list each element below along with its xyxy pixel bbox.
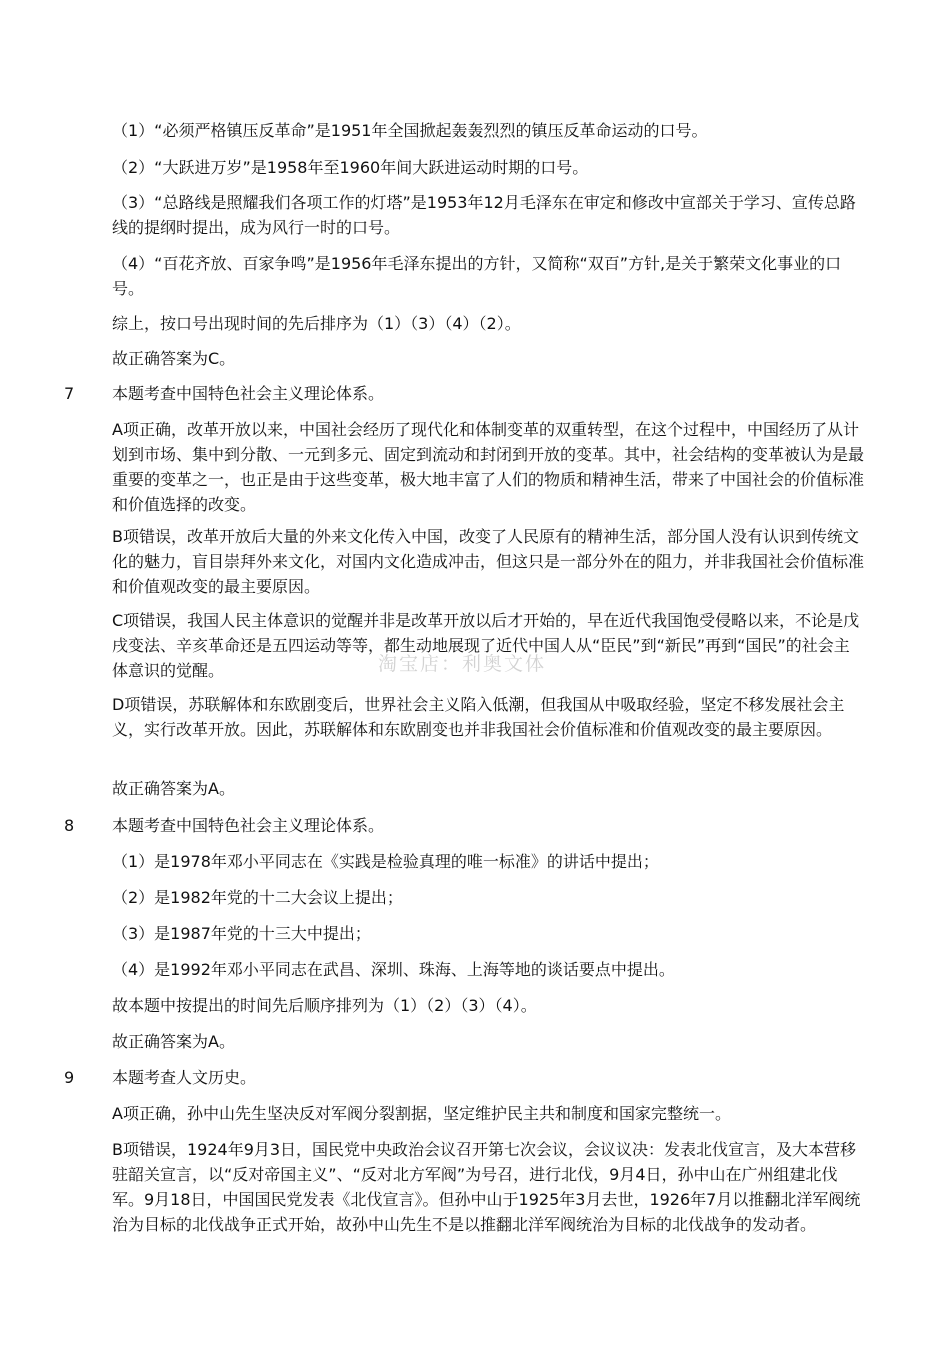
paragraph: （2）是1982年党的十二大会议上提出； (112, 888, 403, 907)
question-topic: 本题考查中国特色社会主义理论体系。 (112, 816, 385, 835)
question-topic: 本题考查中国特色社会主义理论体系。 (112, 384, 385, 403)
watermark: 淘宝店：利奥文体 (378, 653, 547, 675)
question-number: 8 (64, 816, 75, 835)
paragraph: 故本题中按提出的时间先后顺序排列为（1）（2）（3）（4）。 (112, 996, 537, 1015)
paragraph: 综上，按口号出现时间的先后排序为（1）（3）（4）（2）。 (112, 314, 521, 333)
paragraph: B项错误，1924年9月3日，国民党中央政治会议召开第七次会议，会议议决：发表北伐宣言，及大本营移驻韶关宣言，以“反对帝国主义”、“反对北方军阀”为号召，进行北伐，9月4日，孙中山在广州组建北伐军。9月18日，中国国民党发表《北伐宣言》。但孙中山于1925年3月去世，1926年7月以推翻北洋军阀统治为目标的北伐战争正式开始，故孙中山先生不是以推翻北洋军阀统治为目标的北伐战争的发动者。 (112, 1140, 861, 1234)
paragraph: D项错误，苏联解体和东欧剧变后，世界社会主义陷入低潮，但我国从中吸取经验，坚定不移发展社会主义，实行改革开放。因此，苏联解体和东欧剧变也并非我国社会价值标准和价值观改变的最主要原因。 (112, 695, 845, 739)
paragraph: 故正确答案为A。 (112, 1032, 235, 1051)
question-number: 7 (64, 384, 75, 403)
paragraph: A项正确，改革开放以来，中国社会经历了现代化和体制变革的双重转型，在这个过程中，中国经历了从计划到市场、集中到分散、一元到多元、固定到流动和封闭到开放的变革。其中，社会结构的变革被认为是最重要的变革之一，也正是由于这些变革，极大地丰富了人们的物质和精神生活，带来了中国社会的价值标准和价值选择的改变。 (112, 420, 865, 514)
paragraph: （1）是1978年邓小平同志在《实践是检验真理的唯一标准》的讲话中提出； (112, 852, 659, 871)
paragraph: （4）“百花齐放、百家争鸣”是1956年毛泽东提出的方针，又简称“双百”方针,是关于繁荣文化事业的口号。 (112, 254, 842, 298)
paragraph: （1）“必须严格镇压反革命”是1951年全国掀起轰轰烈烈的镇压反革命运动的口号。 (112, 121, 708, 140)
paragraph: （3）“总路线是照耀我们各项工作的灯塔”是1953年12月毛泽东在审定和修改中宣部关于学习、宣传总路线的提纲时提出，成为风行一时的口号。 (112, 193, 856, 237)
paragraph: （3）是1987年党的十三大中提出； (112, 924, 371, 943)
paragraph: （2）“大跃进万岁”是1958年至1960年间大跃进运动时期的口号。 (112, 158, 589, 177)
paragraph: C项错误，我国人民主体意识的觉醒并非是改革开放以后才开始的，早在近代我国饱受侵略以来，不论是戊戌变法、辛亥革命还是五四运动等等，都生动地展现了近代中国人从“臣民”到“新民”再到“国民”的社会主体意识的觉醒。 (112, 611, 860, 680)
question-number: 9 (64, 1068, 75, 1087)
paragraph: 故正确答案为C。 (112, 349, 236, 368)
paragraph: A项正确，孙中山先生坚决反对军阀分裂割据，坚定维护民主共和制度和国家完整统一。 (112, 1104, 731, 1123)
paragraph: 故正确答案为A。 (112, 779, 235, 798)
paragraph: （4）是1992年邓小平同志在武昌、深圳、珠海、上海等地的谈话要点中提出。 (112, 960, 675, 979)
question-topic: 本题考查人文历史。 (112, 1068, 257, 1087)
paragraph: B项错误，改革开放后大量的外来文化传入中国，改变了人民原有的精神生活，部分国人没有认识到传统文化的魅力，盲目崇拜外来文化，对国内文化造成冲击，但这只是一部分外在的阻力，并非我国社会价值标准和价值观改变的最主要原因。 (112, 527, 865, 596)
